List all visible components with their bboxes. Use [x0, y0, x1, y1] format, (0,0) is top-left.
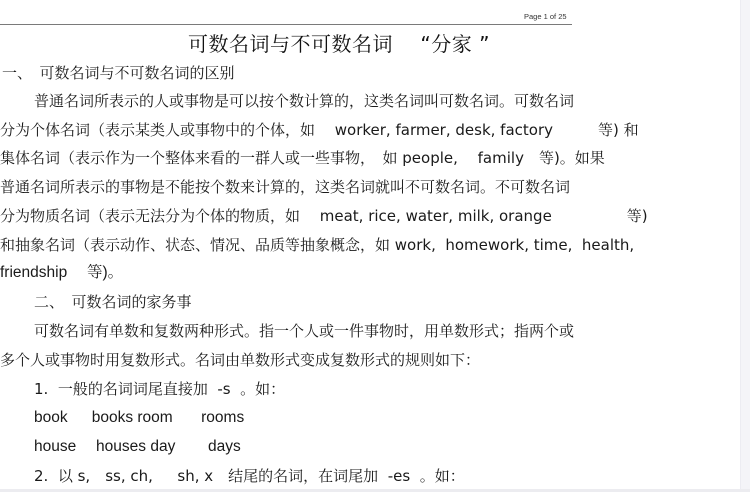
- page-indicator: Page 1 of 25: [524, 12, 567, 21]
- paragraph-line: 集体名词（表示作为一个整体来看的一群人或一些事物， 如 people, family 等)。如果: [0, 149, 605, 167]
- paragraph-line: 普通名词所表示的人或事物是可以按个数计算的，这类名词叫可数名词。可数名词: [34, 92, 575, 110]
- paragraph-line: 分为物质名词（表示无法分为个体的物质，如 meat, rice, water, milk, orange 等): [0, 207, 648, 225]
- paragraph-line: 普通名词所表示的事物是不能按个数来计算的，这类名词就叫不可数名词。不可数名词: [0, 178, 571, 196]
- paragraph-line: 和抽象名词（表示动作、状态、情况、品质等抽象概念，如 work, homework, time, health,: [0, 236, 635, 254]
- example-row: book books room rooms: [34, 409, 245, 426]
- scrollbar-track[interactable]: [740, 0, 750, 492]
- header-rule: [0, 24, 572, 25]
- rule-item-1: 1. 一般的名词词尾直接加 -s 。如：: [34, 380, 286, 398]
- rule-item-2: 2. 以 s, ss, ch, sh, x 结尾的名词，在词尾加 -es 。如：: [34, 467, 465, 485]
- paragraph-line: 多个人或事物时用复数形式。名词由单数形式变成复数形式的规则如下：: [0, 351, 481, 369]
- section-heading-2: 二、 可数名词的家务事: [34, 293, 192, 311]
- paragraph-line: friendship 等)。: [0, 264, 124, 281]
- document-title: 可数名词与不可数名词 “分家 ”: [188, 32, 490, 56]
- paragraph-line: 分为个体名词（表示某类人或事物中的个体，如 worker, farmer, desk, factory 等) 和: [0, 121, 639, 139]
- section-heading-1: 一、 可数名词与不可数名词的区别: [2, 64, 235, 82]
- paragraph-line: 可数名词有单数和复数两种形式。指一个人或一件事物时，用单数形式；指两个或: [34, 322, 575, 340]
- example-row: house houses day days: [34, 438, 241, 455]
